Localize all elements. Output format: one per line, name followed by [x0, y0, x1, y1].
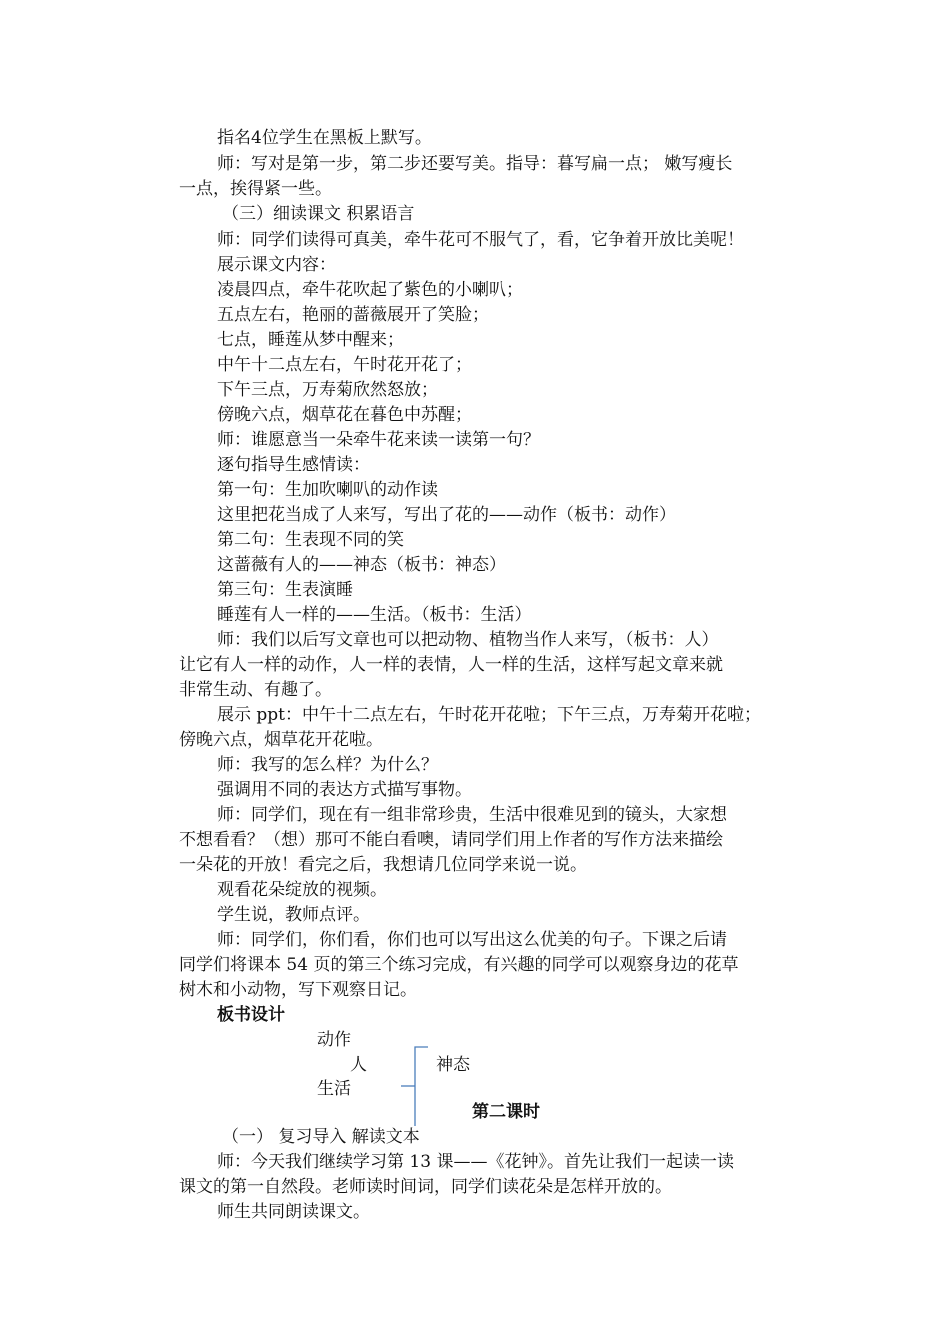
paragraph-line: 第二句：生表现不同的笑	[217, 530, 404, 550]
text-excerpt-line: 七点，睡莲从梦中醒来；	[217, 330, 404, 350]
paragraph-line: 一朵花的开放！看完之后，我想请几位同学来说一说。	[179, 855, 587, 875]
brace-bracket	[415, 1047, 428, 1126]
paragraph-line: 第三句：生表演睡	[217, 580, 353, 600]
paragraph-line: 非常生动、有趣了。	[179, 680, 332, 700]
paragraph-line: 师：同学们读得可真美，牵牛花可不服气了，看，它争着开放比美呢！	[217, 230, 744, 250]
section-heading: （三）细读课文 积累语言	[222, 204, 415, 224]
paragraph-line: 逐句指导生感情读：	[217, 455, 370, 475]
paragraph-line: 傍晚六点，烟草花开花啦。	[179, 730, 383, 750]
paragraph-line: 展示课文内容：	[217, 255, 336, 275]
paragraph-line: 这蔷薇有人的——神态（板书：神态）	[217, 555, 506, 575]
paragraph-line: 师：今天我们继续学习第 13 课——《花钟》。首先让我们一起读一读	[217, 1152, 734, 1172]
paragraph-line: 师：谁愿意当一朵牵牛花来读一读第一句？	[217, 430, 540, 450]
paragraph-line: 这里把花当成了人来写，写出了花的——动作（板书：动作）	[217, 505, 676, 525]
paragraph-line: 展示 ppt：中午十二点左右，午时花开花啦；下午三点，万寿菊开花啦；	[217, 705, 761, 725]
paragraph-line: 不想看看？（想）那可不能白看噢，请同学们用上作者的写作方法来描绘	[179, 830, 723, 850]
paragraph-line: 一点，挨得紧一些。	[179, 179, 332, 199]
board-item-action: 动作	[317, 1030, 351, 1050]
board-item-person: 人	[350, 1055, 367, 1075]
paragraph-line: 树木和小动物，写下观察日记。	[179, 980, 417, 1000]
paragraph-line: 观看花朵绽放的视频。	[217, 880, 387, 900]
paragraph-line: 让它有人一样的动作，人一样的表情，人一样的生活，这样写起文章来就	[179, 655, 723, 675]
board-item-life: 生活	[317, 1079, 351, 1099]
paragraph-line: 师：同学们，你们看，你们也可以写出这么优美的句子。下课之后请	[217, 930, 727, 950]
text-excerpt-line: 五点左右，艳丽的蔷薇展开了笑脸；	[217, 305, 489, 325]
paragraph-line: 师：我写的怎么样？为什么？	[217, 755, 438, 775]
section-heading: （一） 复习导入 解读文本	[222, 1127, 420, 1147]
paragraph-line: 同学们将课本 54 页的第三个练习完成，有兴趣的同学可以观察身边的花草	[179, 955, 739, 975]
text-excerpt-line: 下午三点，万寿菊欣然怒放；	[217, 380, 438, 400]
text-excerpt-line: 中午十二点左右，午时花开花了；	[217, 355, 472, 375]
paragraph-line: 强调用不同的表达方式描写事物。	[217, 780, 472, 800]
text-excerpt-line: 凌晨四点，牵牛花吹起了紫色的小喇叭；	[217, 280, 523, 300]
board-item-expression: 神态	[436, 1055, 470, 1075]
paragraph-line: 师生共同朗读课文。	[217, 1202, 370, 1222]
text-excerpt-line: 傍晚六点，烟草花在暮色中苏醒；	[217, 405, 472, 425]
paragraph-line: 师：同学们，现在有一组非常珍贵，生活中很难见到的镜头，大家想	[217, 805, 727, 825]
paragraph-line: 睡莲有人一样的——生活。（板书：生活）	[217, 605, 532, 625]
paragraph-line: 学生说，教师点评。	[217, 905, 370, 925]
lesson-title: 第二课时	[472, 1102, 540, 1122]
paragraph-line: 指名4位学生在黑板上默写。	[217, 128, 432, 148]
paragraph-line: 第一句：生加吹喇叭的动作读	[217, 480, 438, 500]
paragraph-line: 师：我们以后写文章也可以把动物、植物当作人来写，（板书：人）	[217, 630, 719, 650]
paragraph-line: 师：写对是第一步，第二步还要写美。指导：暮写扁一点； 嫩写瘦长	[217, 154, 733, 174]
board-design-heading: 板书设计	[217, 1005, 285, 1025]
paragraph-line: 课文的第一自然段。老师读时间词，同学们读花朵是怎样开放的。	[179, 1177, 672, 1197]
